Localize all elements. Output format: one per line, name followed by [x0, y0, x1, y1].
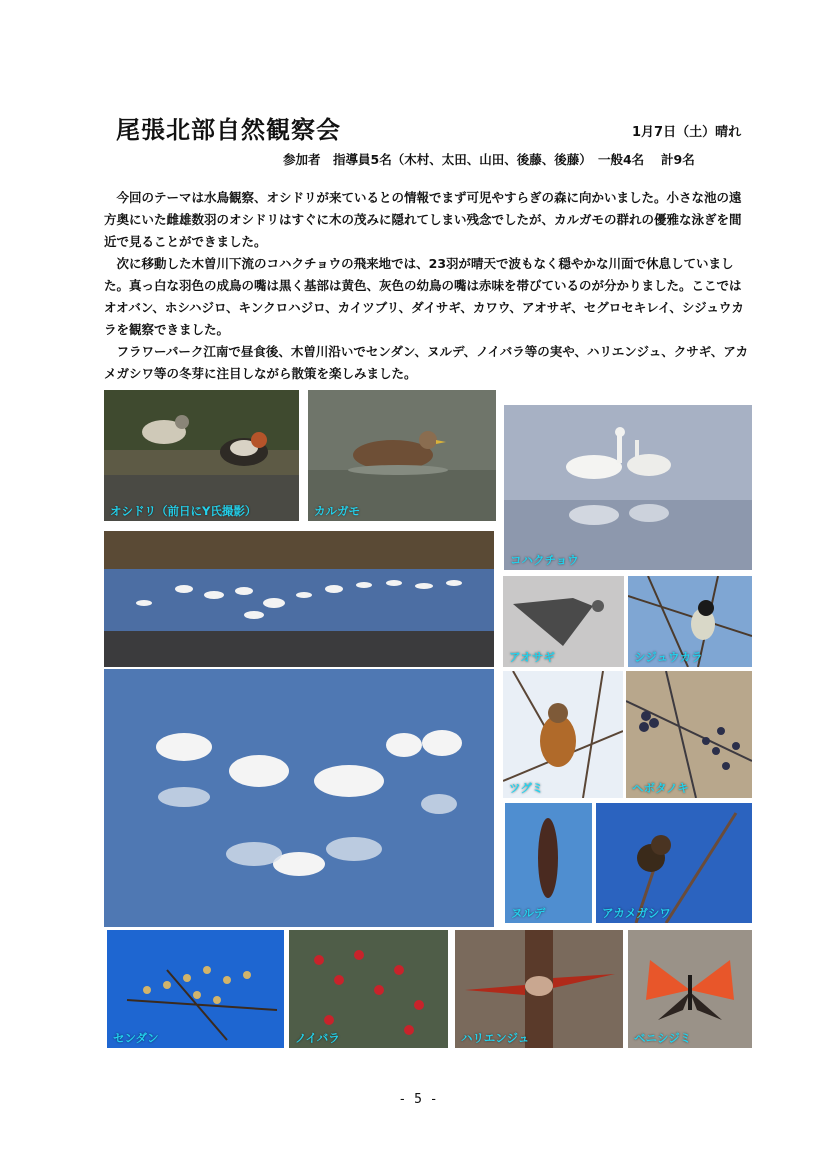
caption-kohakucho: コハクチョウ	[510, 553, 579, 567]
photo-shijukara	[628, 576, 752, 667]
page-number: - 5 -	[398, 1092, 438, 1107]
photo-akamegashiwa	[596, 803, 752, 923]
photo-harienju	[455, 930, 623, 1048]
caption-nurude: ヌルデ	[511, 906, 546, 920]
photo-noibara	[289, 930, 448, 1048]
photo-tsugumi	[503, 671, 623, 798]
photo-benishijimi	[628, 930, 752, 1048]
photo-kohakucho-pair	[504, 405, 752, 570]
paragraph-2: 次に移動した木曽川下流のコハクチョウの飛来地では、23羽が晴天で波もなく穏やかな川面で休息していました。真っ白な羽色の成鳥の嘴は黒く基部は黄色、灰色の幼鳥の嘴は赤味を帯びているのが分かりました。ここではオオバン、ホシハジロ、キンクロハジロ、カイツブリ、ダイサギ、カワウ、アオサギ、セグロセキレイ、シジュウカラを観察できました。	[104, 256, 744, 337]
caption-benishijimi: ベニシジミ	[634, 1031, 692, 1045]
photo-aosagi	[503, 576, 624, 667]
caption-akamegashiwa: アカメガシワ	[602, 906, 671, 920]
participants-line: 参加者 指導員5名（木村、太田、山田、後藤、後藤） 一般4名 計9名	[283, 152, 695, 167]
photo-kohakucho-group	[104, 669, 494, 927]
caption-shijukara: シジュウカラ	[634, 650, 703, 664]
caption-sendan: センダン	[113, 1031, 159, 1045]
caption-tsugumi: ツグミ	[509, 781, 544, 795]
caption-hotarunoki: ヘボタノキ	[632, 781, 689, 795]
paragraph-1: 今回のテーマは水鳥観察、オシドリが来ているとの情報でまず可児やすらぎの森に向かいました。小さな池の遠方奥にいた雌雄数羽のオシドリはすぐに木の茂みに隠れてしまい残念でしたが、カルガモの群れの優雅な泳ぎを間近で見ることができました。	[104, 190, 742, 249]
photo-oshidori	[104, 390, 299, 521]
caption-oshidori: オシドリ（前日にY氏撮影）	[110, 504, 257, 518]
paragraph-3: フラワーパーク江南で昼食後、木曽川沿いでセンダン、ヌルデ、ノイバラ等の実や、ハリエンジュ、クサギ、アカメガシワ等の冬芽に注目しながら散策を楽しみました。	[104, 344, 749, 381]
report-body	[104, 187, 749, 385]
photo-hotarunoki	[626, 671, 752, 798]
date-weather: 1月7日（土）晴れ	[632, 125, 742, 140]
caption-aosagi: アオサギ	[509, 650, 555, 664]
photo-sendan	[107, 930, 284, 1048]
page-title: 尾張北部自然観察会	[116, 116, 341, 144]
photo-swan-flock	[104, 531, 494, 667]
caption-harienju: ハリエンジュ	[461, 1031, 530, 1045]
photo-nurude	[505, 803, 592, 923]
caption-karugamo: カルガモ	[314, 504, 360, 518]
caption-noibara: ノイバラ	[295, 1031, 340, 1045]
photo-karugamo	[308, 390, 496, 521]
